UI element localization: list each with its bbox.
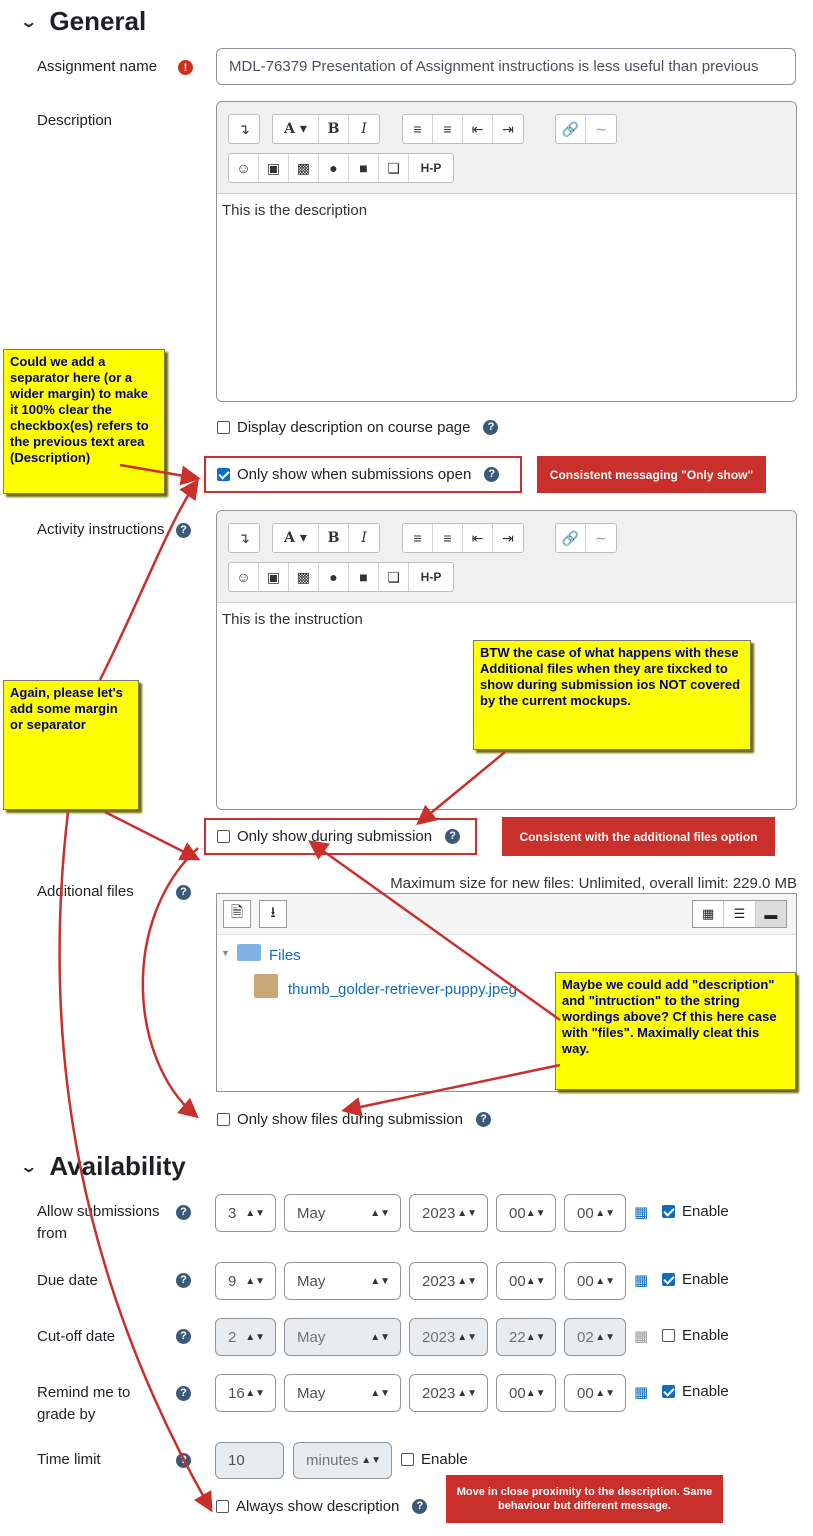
editor-toolbar [217, 102, 796, 194]
emoji-icon[interactable]: ☺ [229, 563, 259, 591]
year-select[interactable]: 2023 ▲▼ [409, 1318, 488, 1356]
bold-button[interactable]: B [319, 115, 349, 143]
annotation-note-margin: Again, please let's add some margin or separator [3, 680, 139, 810]
updown-icon: ▲▼ [370, 1207, 390, 1219]
day-select[interactable]: 3 ▲▼ [215, 1194, 276, 1232]
annotation-callout-consistent: Consistent with the additional files option [502, 817, 775, 856]
editor-toolbar [217, 511, 796, 603]
minute-select[interactable]: 00 ▲▼ [564, 1262, 626, 1300]
enable-option[interactable]: Enable [662, 1203, 729, 1220]
always-show-checkbox[interactable] [216, 1500, 229, 1513]
italic-button[interactable]: I [361, 121, 367, 137]
month-select[interactable]: May ▲▼ [284, 1194, 401, 1232]
updown-icon: ▲▼ [595, 1275, 615, 1287]
image-icon[interactable]: ▣ [259, 563, 289, 591]
indent-icon[interactable]: ⇥ [502, 120, 514, 137]
updown-icon: ▲▼ [595, 1331, 615, 1343]
month-select[interactable]: May ▲▼ [284, 1262, 401, 1300]
hour-select[interactable]: 00 ▲▼ [496, 1262, 556, 1300]
h5p-button[interactable]: H-P [420, 570, 442, 584]
only-show-during-label: Only show during submission [237, 828, 433, 845]
year-select[interactable]: 2023 ▲▼ [409, 1374, 488, 1412]
enable-checkbox[interactable] [662, 1385, 675, 1398]
updown-icon: ▲▼ [245, 1275, 265, 1287]
only-show-files-option[interactable] [217, 1111, 491, 1128]
minute-select[interactable]: 00 ▲▼ [564, 1374, 626, 1412]
description-text[interactable]: This is the description [222, 202, 368, 219]
list-view-icon[interactable]: ☰ [723, 901, 754, 927]
media-icon[interactable]: ▩ [289, 563, 319, 591]
download-icon[interactable]: ⭳ [259, 900, 287, 928]
bullet-list-icon[interactable]: ≡ [403, 115, 433, 143]
chevron-down-icon: ⌄ [19, 1158, 39, 1176]
chevron-down-icon: ⌄ [19, 13, 39, 31]
hour-select[interactable]: 22 ▲▼ [496, 1318, 556, 1356]
add-file-icon[interactable]: 🗎 [223, 900, 251, 928]
cut-off-date-label: Cut-off date [37, 1328, 116, 1345]
assignment-name-input[interactable]: MDL-76379 Presentation of Assignment instructions is less useful than previous [216, 48, 796, 85]
updown-icon: ▲▼ [245, 1331, 265, 1343]
time-limit-input[interactable]: 10 [215, 1442, 284, 1479]
help-icon[interactable]: ? [483, 420, 498, 435]
only-show-during-checkbox[interactable] [217, 830, 230, 843]
enable-checkbox[interactable] [662, 1329, 675, 1342]
collapse-toolbar-button[interactable]: ↴ [238, 529, 250, 546]
allow-submissions-label: Allow submissions from [37, 1203, 160, 1242]
outdent-icon[interactable]: ⇤ [463, 524, 493, 552]
updown-icon: ▲▼ [245, 1387, 265, 1399]
h5p-button[interactable]: H-P [420, 161, 442, 175]
day-select[interactable]: 9 ▲▼ [215, 1262, 276, 1300]
video-icon[interactable]: ■ [349, 563, 379, 591]
availability-section-header[interactable] [19, 1151, 186, 1182]
description-editor[interactable] [216, 101, 797, 402]
arrow-note2-up [100, 483, 196, 680]
bullet-list-icon[interactable]: ≡ [403, 524, 433, 552]
enable-checkbox[interactable] [401, 1453, 414, 1466]
required-icon: ! [178, 60, 193, 75]
calendar-icon[interactable]: ▦ [634, 1204, 649, 1221]
help-icon[interactable]: ? [176, 1205, 191, 1220]
time-limit-label: Time limit [37, 1451, 101, 1468]
updown-icon: ▲▼ [525, 1331, 546, 1343]
view-mode-group [692, 900, 787, 928]
numbered-list-icon[interactable]: ≡ [433, 115, 463, 143]
help-icon[interactable]: ? [484, 467, 499, 482]
only-show-open-checkbox[interactable] [217, 468, 230, 481]
updown-icon: ▲▼ [370, 1387, 390, 1399]
max-size-text: Maximum size for new files: Unlimited, overall limit: 229.0 MB [390, 875, 797, 892]
microphone-icon[interactable]: ● [319, 154, 349, 182]
assignment-name-label: Assignment name [37, 58, 158, 75]
annotation-callout-move: Move in close proximity to the description. Same behaviour but different message. [446, 1475, 723, 1523]
manage-files-icon[interactable]: ❏ [379, 563, 409, 591]
only-show-during-option[interactable] [217, 828, 460, 845]
help-icon[interactable]: ? [476, 1112, 491, 1127]
indent-icon[interactable]: ⇥ [502, 529, 514, 546]
video-icon[interactable]: ■ [349, 154, 379, 182]
updown-icon: ▲▼ [525, 1275, 546, 1287]
year-select[interactable]: 2023 ▲▼ [409, 1194, 488, 1232]
only-show-files-checkbox[interactable] [217, 1113, 230, 1126]
due-date-label: Due date [37, 1272, 98, 1289]
hour-select[interactable]: 00 ▲▼ [496, 1374, 556, 1412]
manage-files-icon[interactable]: ❏ [379, 154, 409, 182]
arrow-note2-to-checkbox [105, 812, 196, 858]
help-icon[interactable]: ? [176, 1273, 191, 1288]
updown-icon: ▲▼ [370, 1275, 390, 1287]
updown-icon: ▲▼ [361, 1455, 381, 1466]
year-select[interactable]: 2023 ▲▼ [409, 1262, 488, 1300]
month-select[interactable]: May ▲▼ [284, 1374, 401, 1412]
description-label: Description [37, 112, 113, 129]
updown-icon: ▲▼ [370, 1331, 390, 1343]
file-link[interactable]: thumb_golder-retriever-puppy.jpeg [288, 981, 518, 998]
day-select[interactable]: 16 ▲▼ [215, 1374, 276, 1412]
always-show-description-option[interactable] [216, 1498, 427, 1515]
only-show-files-label: Only show files during submission [237, 1111, 463, 1128]
unlink-icon[interactable]: ∼ [595, 529, 607, 546]
annotation-note-wordings: Maybe we could add "description" and "intruction" to the string wordings above? Cf this here case with "files". Maximally cleat this way. [555, 972, 796, 1090]
only-show-open-label: Only show when submissions open [237, 466, 472, 483]
additional-files-label: Additional files [37, 883, 134, 900]
grid-view-icon[interactable]: ▦ [702, 906, 715, 921]
display-description-checkbox[interactable] [217, 421, 230, 434]
microphone-icon[interactable]: ● [319, 563, 349, 591]
enable-checkbox[interactable] [662, 1205, 675, 1218]
only-show-open-option[interactable] [217, 466, 499, 483]
expand-arrow-icon[interactable]: ▼ [221, 948, 230, 958]
calendar-icon[interactable]: ▦ [634, 1272, 649, 1289]
files-folder-link[interactable]: Files [269, 947, 301, 964]
general-section-header[interactable] [19, 6, 147, 37]
numbered-list-icon[interactable]: ≡ [433, 524, 463, 552]
updown-icon: ▲▼ [457, 1275, 477, 1287]
general-heading: General [49, 6, 147, 36]
updown-icon: ▲▼ [595, 1207, 615, 1219]
calendar-icon[interactable]: ▦ [634, 1384, 649, 1401]
outdent-icon[interactable]: ⇤ [463, 115, 493, 143]
annotation-note-additional-files: BTW the case of what happens with these Additional files when they are tixcked to show during submission ios NOT covered by the current mockups. [473, 640, 751, 750]
updown-icon: ▲▼ [245, 1207, 265, 1219]
bold-button[interactable]: B [319, 524, 349, 552]
help-icon[interactable]: ? [176, 1329, 191, 1344]
enable-option[interactable]: Enable [662, 1271, 729, 1288]
hour-select[interactable]: 00 ▲▼ [496, 1194, 556, 1232]
help-icon[interactable]: ? [176, 523, 191, 538]
help-icon[interactable]: ? [176, 1453, 191, 1468]
minute-select[interactable]: 00 ▲▼ [564, 1194, 626, 1232]
day-select[interactable]: 2 ▲▼ [215, 1318, 276, 1356]
collapse-toolbar-button[interactable]: ↴ [238, 120, 250, 137]
help-icon[interactable]: ? [176, 885, 191, 900]
display-description-label: Display description on course page [237, 419, 471, 436]
enable-checkbox[interactable] [662, 1273, 675, 1286]
tree-view-icon[interactable]: ▬ [755, 901, 786, 927]
month-select[interactable]: May ▲▼ [284, 1318, 401, 1356]
updown-icon: ▲▼ [457, 1387, 477, 1399]
help-icon[interactable]: ? [176, 1386, 191, 1401]
emoji-icon[interactable]: ☺ [229, 154, 259, 182]
time-unit-select[interactable]: minutes ▲▼ [293, 1442, 392, 1479]
updown-icon: ▲▼ [525, 1207, 546, 1219]
image-icon[interactable]: ▣ [259, 154, 289, 182]
enable-option[interactable]: Enable [662, 1383, 729, 1400]
help-icon[interactable]: ? [412, 1499, 427, 1514]
updown-icon: ▲▼ [525, 1387, 546, 1399]
remind-grade-label: Remind me to grade by [37, 1384, 131, 1423]
font-style-button[interactable]: A ▾ [273, 524, 319, 552]
updown-icon: ▲▼ [457, 1207, 477, 1219]
annotation-note-separator: Could we add a separator here (or a wider margin) to make it 100% clear the checkbox(es) refers to the previous text area (Description) [3, 349, 165, 494]
availability-heading: Availability [49, 1151, 186, 1181]
link-icon[interactable]: 🔗 [556, 115, 586, 143]
updown-icon: ▲▼ [457, 1331, 477, 1343]
folder-icon [237, 944, 261, 961]
instructions-text[interactable]: This is the instruction [222, 611, 363, 628]
updown-icon: ▲▼ [595, 1387, 615, 1399]
activity-instructions-label: Activity instructions [37, 521, 165, 538]
time-limit-enable-option[interactable]: Enable [401, 1451, 468, 1468]
always-show-label: Always show description [236, 1498, 400, 1515]
file-manager-toolbar [217, 894, 796, 935]
font-style-button[interactable]: A ▾ [273, 115, 319, 143]
link-icon[interactable]: 🔗 [556, 524, 586, 552]
minute-select[interactable]: 02 ▲▼ [564, 1318, 626, 1356]
image-thumbnail-icon [254, 974, 278, 998]
unlink-icon[interactable]: ∼ [595, 120, 607, 137]
annotation-callout-messaging: Consistent messaging "Only show" [537, 456, 766, 493]
italic-button[interactable]: I [361, 530, 367, 546]
help-icon[interactable]: ? [445, 829, 460, 844]
media-icon[interactable]: ▩ [289, 154, 319, 182]
enable-option[interactable]: Enable [662, 1327, 729, 1344]
display-description-option[interactable] [217, 419, 498, 436]
calendar-icon[interactable]: ▦ [634, 1328, 649, 1345]
